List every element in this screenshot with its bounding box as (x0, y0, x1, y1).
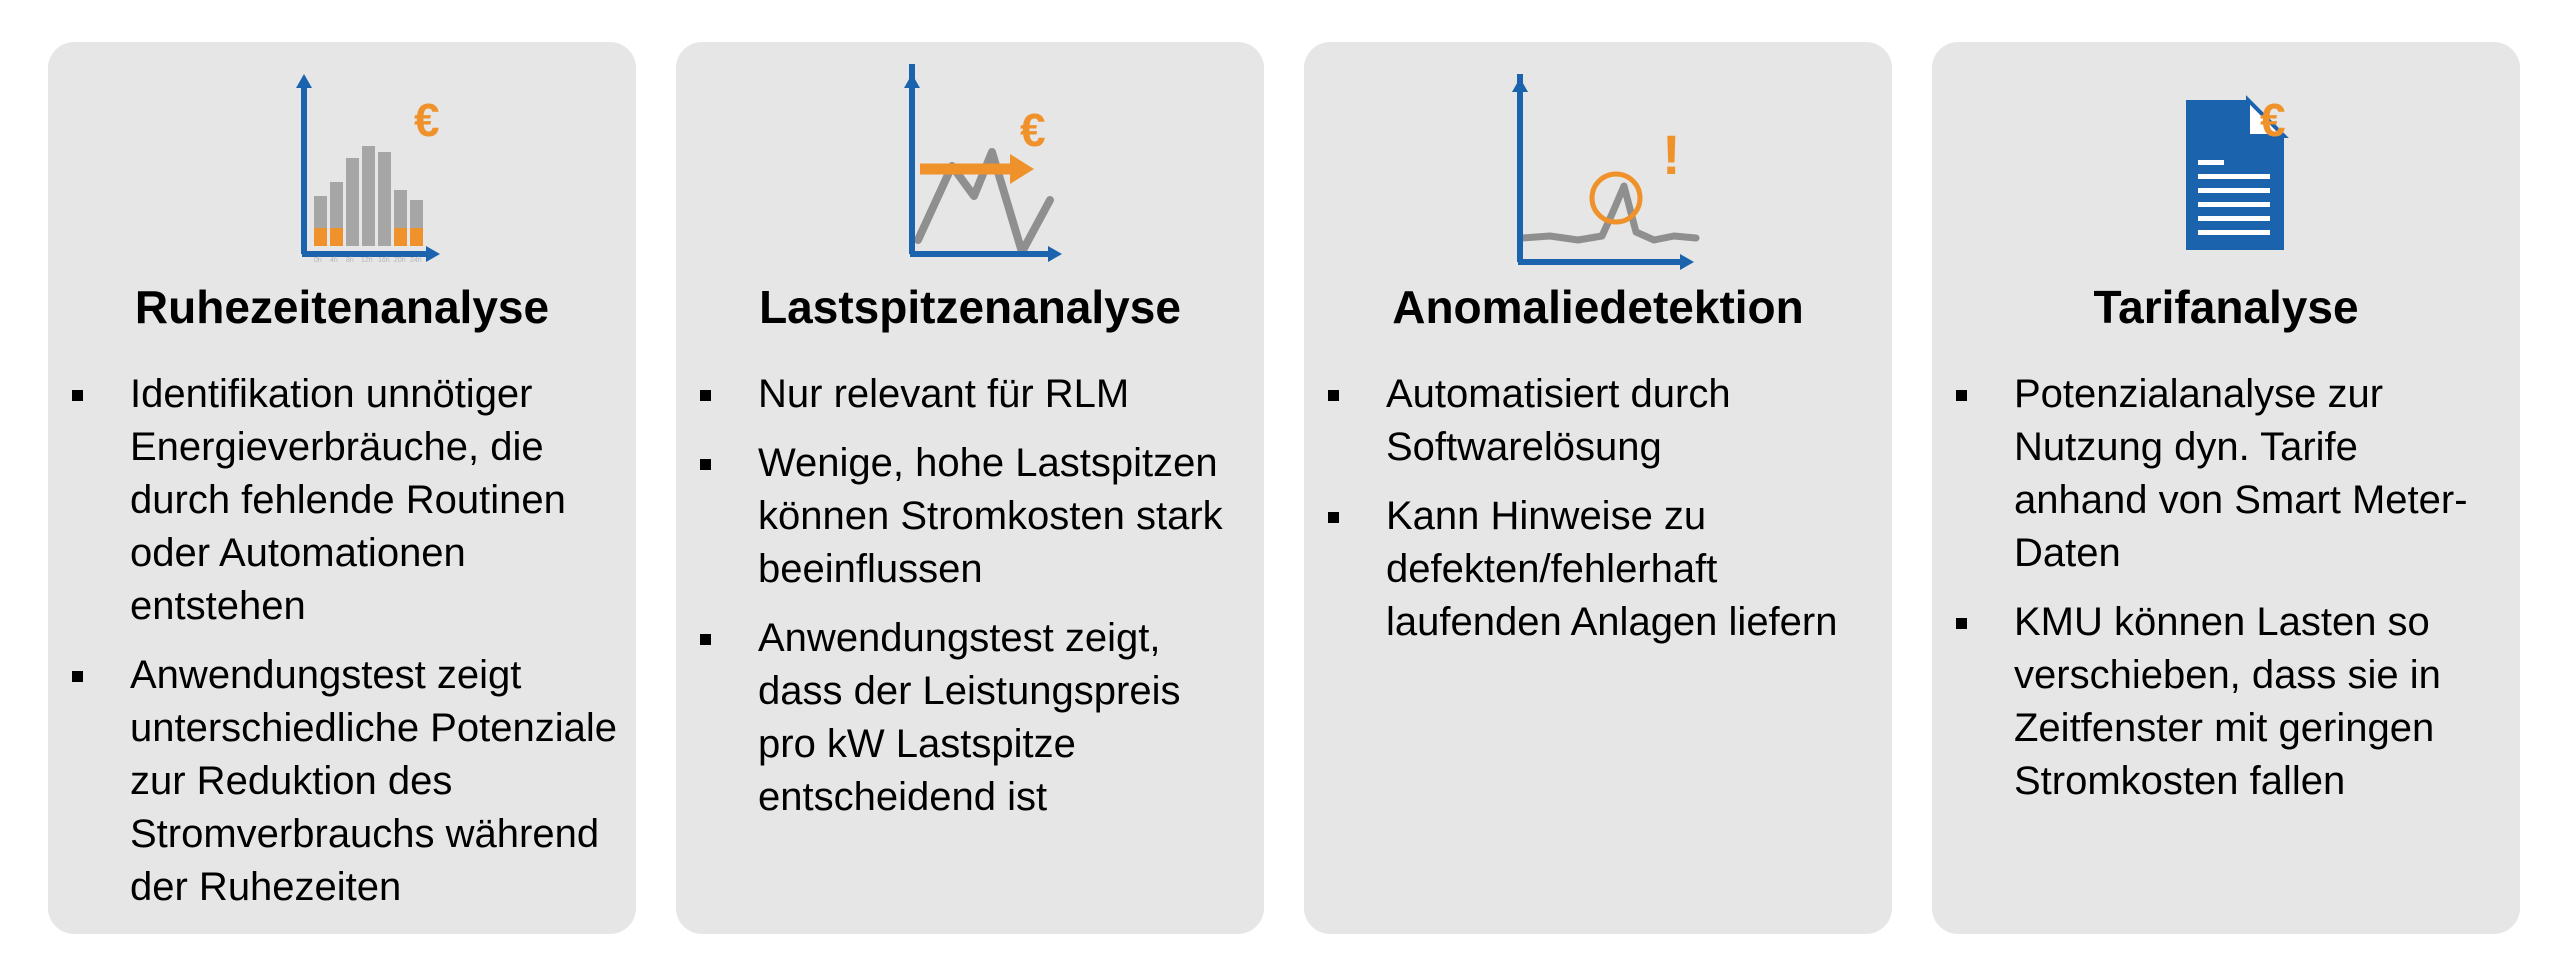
bullet-marker (1956, 618, 1967, 629)
bullet-text: Anwendungstest zeigt, dass der Leistungspreis pro kW Lastspitze entscheidend ist (758, 616, 1181, 819)
bullet-text: Kann Hinweise zu defekten/fehlerhaft laufenden Anlagen liefern (1386, 494, 1838, 644)
card-title: Ruhezeitenanalyse (134, 281, 550, 333)
bullet-item (1932, 368, 2520, 580)
svg-text:24h: 24h (410, 257, 422, 264)
card-anomaliedetektion (1304, 42, 1892, 934)
bullet-text: Automatisiert durch Softwarelösung (1386, 372, 1731, 469)
bullet-text: Potenzialanalyse zur Nutzung dyn. Tarife anhand von Smart Meter-Daten (2014, 372, 2468, 575)
bullet-marker (1956, 390, 1967, 401)
bullet-item (676, 437, 1264, 596)
svg-text:€: € (414, 94, 440, 146)
bullet-marker (1328, 390, 1339, 401)
bullet-marker (700, 634, 711, 645)
svg-text:20h: 20h (394, 257, 406, 264)
svg-text:!: ! (1662, 123, 1681, 186)
anomaly-chart-icon (1498, 70, 1698, 260)
tariff-document-euro-icon (2126, 70, 2326, 260)
bullet-item (1932, 596, 2520, 808)
card-ruhezeitenanalyse (48, 42, 636, 934)
bullet-marker (1328, 512, 1339, 523)
bullet-item (1304, 490, 1892, 649)
bullet-text: Nur relevant für RLM (758, 372, 1130, 416)
bar-chart-euro-icon (242, 70, 442, 264)
bullet-text: KMU können Lasten so verschieben, dass sie in Zeitfenster mit geringen Stromkosten fallen (2014, 600, 2441, 803)
bullet-text: Wenige, hohe Lastspitzen können Stromkosten stark beeinflussen (758, 441, 1223, 591)
card-tarifanalyse (1932, 42, 2520, 934)
bullet-item (48, 368, 636, 633)
peak-line-chart-euro-icon (870, 70, 1070, 260)
bullet-item (676, 612, 1264, 824)
bullet-marker (700, 459, 711, 470)
card-title: Anomaliedetektion (1392, 281, 1804, 333)
svg-text:€: € (1020, 104, 1046, 156)
icon-container (1304, 70, 1892, 260)
bullet-text: Anwendungstest zeigt unterschiedliche Potenziale zur Reduktion des Stromverbrauchs während der Ruhezeiten (130, 653, 617, 909)
bullet-marker (72, 390, 83, 401)
bullet-item (48, 649, 636, 914)
bullet-item (1304, 368, 1892, 474)
icon-container (48, 70, 636, 264)
card-title: Lastspitzenanalyse (759, 281, 1181, 333)
bullet-item (676, 368, 1264, 421)
bullet-list (1304, 368, 1892, 665)
svg-text:8h: 8h (346, 257, 354, 264)
card-title: Tarifanalyse (2093, 281, 2359, 333)
bullet-text: Identifikation unnötiger Energieverbräuche, die durch fehlende Routinen oder Automationen entstehen (130, 372, 566, 628)
bullet-list (676, 368, 1264, 840)
bullet-marker (72, 671, 83, 682)
card-lastspitzenanalyse (676, 42, 1264, 934)
svg-text:16h: 16h (378, 257, 390, 264)
bullet-list (48, 368, 636, 930)
svg-text:€: € (2260, 94, 2286, 146)
svg-text:12h: 12h (361, 257, 373, 264)
icon-container (1932, 70, 2520, 260)
bullet-marker (700, 390, 711, 401)
svg-text:4h: 4h (330, 257, 338, 264)
svg-text:0h: 0h (314, 257, 322, 264)
bullet-list (1932, 368, 2520, 824)
icon-container (676, 70, 1264, 260)
